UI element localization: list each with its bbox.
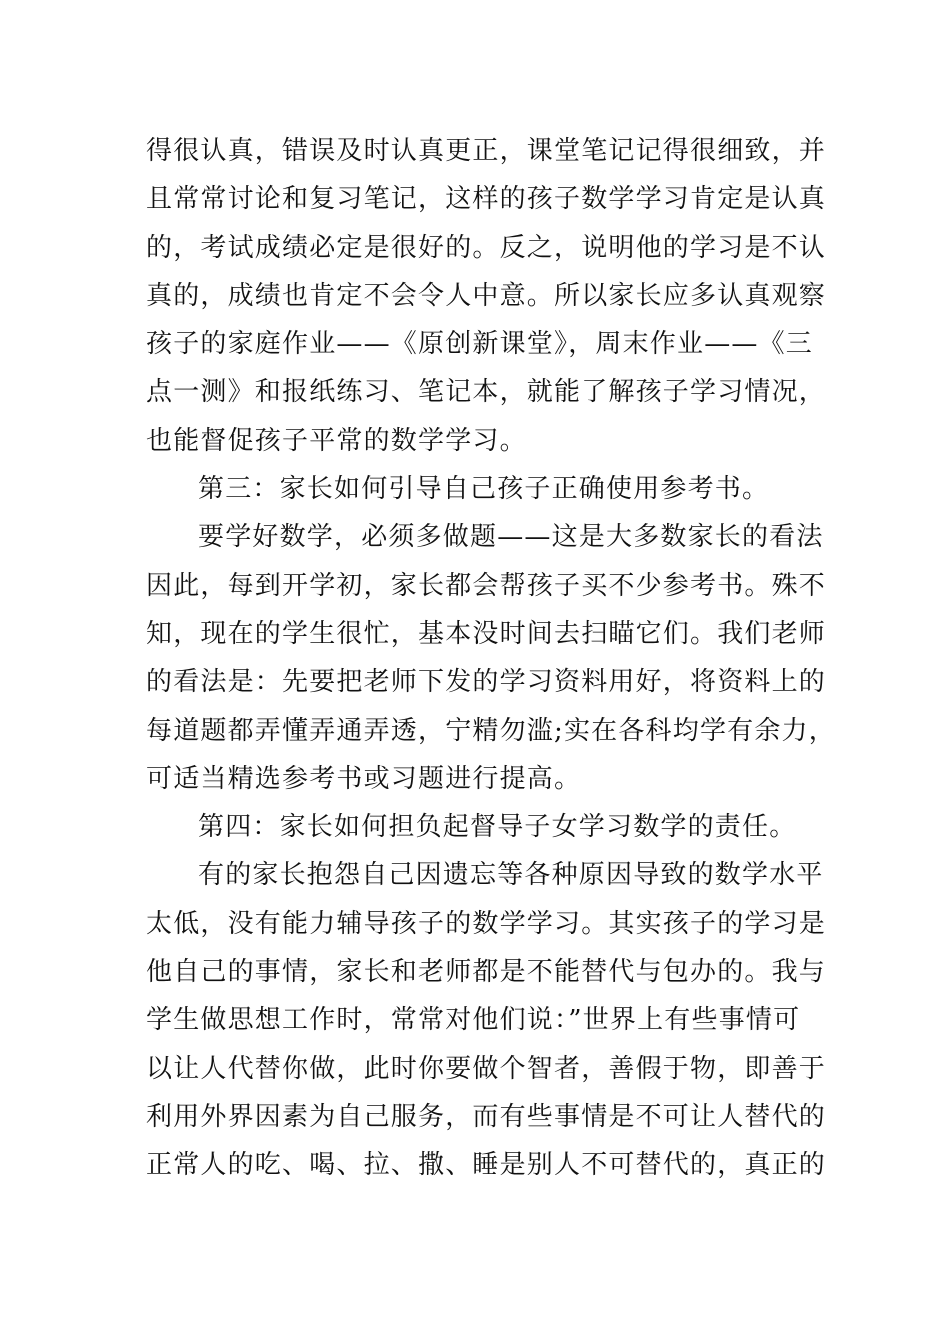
text-line: 利用外界因素为自己服务，而有些事情是不可让人替代的 bbox=[146, 1101, 827, 1132]
section-heading-4: 第四：家长如何担负起督导子女学习数学的责任。 bbox=[198, 812, 797, 843]
text-line: 有的家长抱怨自己因遗忘等各种原因导致的数学水平 bbox=[198, 860, 824, 891]
text-line: 的看法是：先要把老师下发的学习资料用好，将资料上的 bbox=[146, 667, 827, 698]
text-line: 要学好数学，必须多做题——这是大多数家长的看法 bbox=[198, 522, 824, 553]
text-line: 因此，每到开学初，家长都会帮孩子买不少参考书。殊不 bbox=[146, 570, 827, 601]
text-line: 的，考试成绩必定是很好的。反之，说明他的学习是不认 bbox=[146, 232, 827, 263]
text-line: 太低，没有能力辅导孩子的数学学习。其实孩子的学习是 bbox=[146, 908, 827, 939]
text-line: 得很认真，错误及时认真更正，课堂笔记记得很细致，并 bbox=[146, 136, 827, 166]
text-line: 他自己的事情，家长和老师都是不能替代与包办的。我与 bbox=[146, 957, 827, 988]
text-line: 正常人的吃、喝、拉、撒、睡是别人不可替代的，真正的 bbox=[146, 1150, 827, 1181]
text-line: 每道题都弄懂弄通弄透，宁精勿滥;实在各科均学有余力， bbox=[146, 715, 836, 746]
text-line: 也能督促孩子平常的数学学习。 bbox=[146, 425, 527, 456]
text-line: 真的，成绩也肯定不会令人中意。所以家长应多认真观察 bbox=[146, 280, 827, 311]
body-text bbox=[146, 127, 836, 1190]
text-line: 点一测》和报纸练习、笔记本，就能了解孩子学习情况， bbox=[146, 377, 827, 408]
text-line: 知，现在的学生很忙，基本没时间去扫瞄它们。我们老师 bbox=[146, 618, 827, 649]
text-line: 以让人代替你做，此时你要做个智者，善假于物，即善于 bbox=[146, 1053, 827, 1084]
text-line: 可适当精选参考书或习题进行提高。 bbox=[146, 763, 582, 794]
text-line: 孩子的家庭作业——《原创新课堂》，周末作业——《三 bbox=[146, 329, 814, 360]
section-heading-3: 第三：家长如何引导自己孩子正确使用参考书。 bbox=[198, 474, 770, 505]
text-line: 学生做思想工作时，常常对他们说：”世界上有些事情可 bbox=[146, 1005, 801, 1036]
text-line: 且常常讨论和复习笔记，这样的孩子数学学习肯定是认真 bbox=[146, 184, 827, 215]
